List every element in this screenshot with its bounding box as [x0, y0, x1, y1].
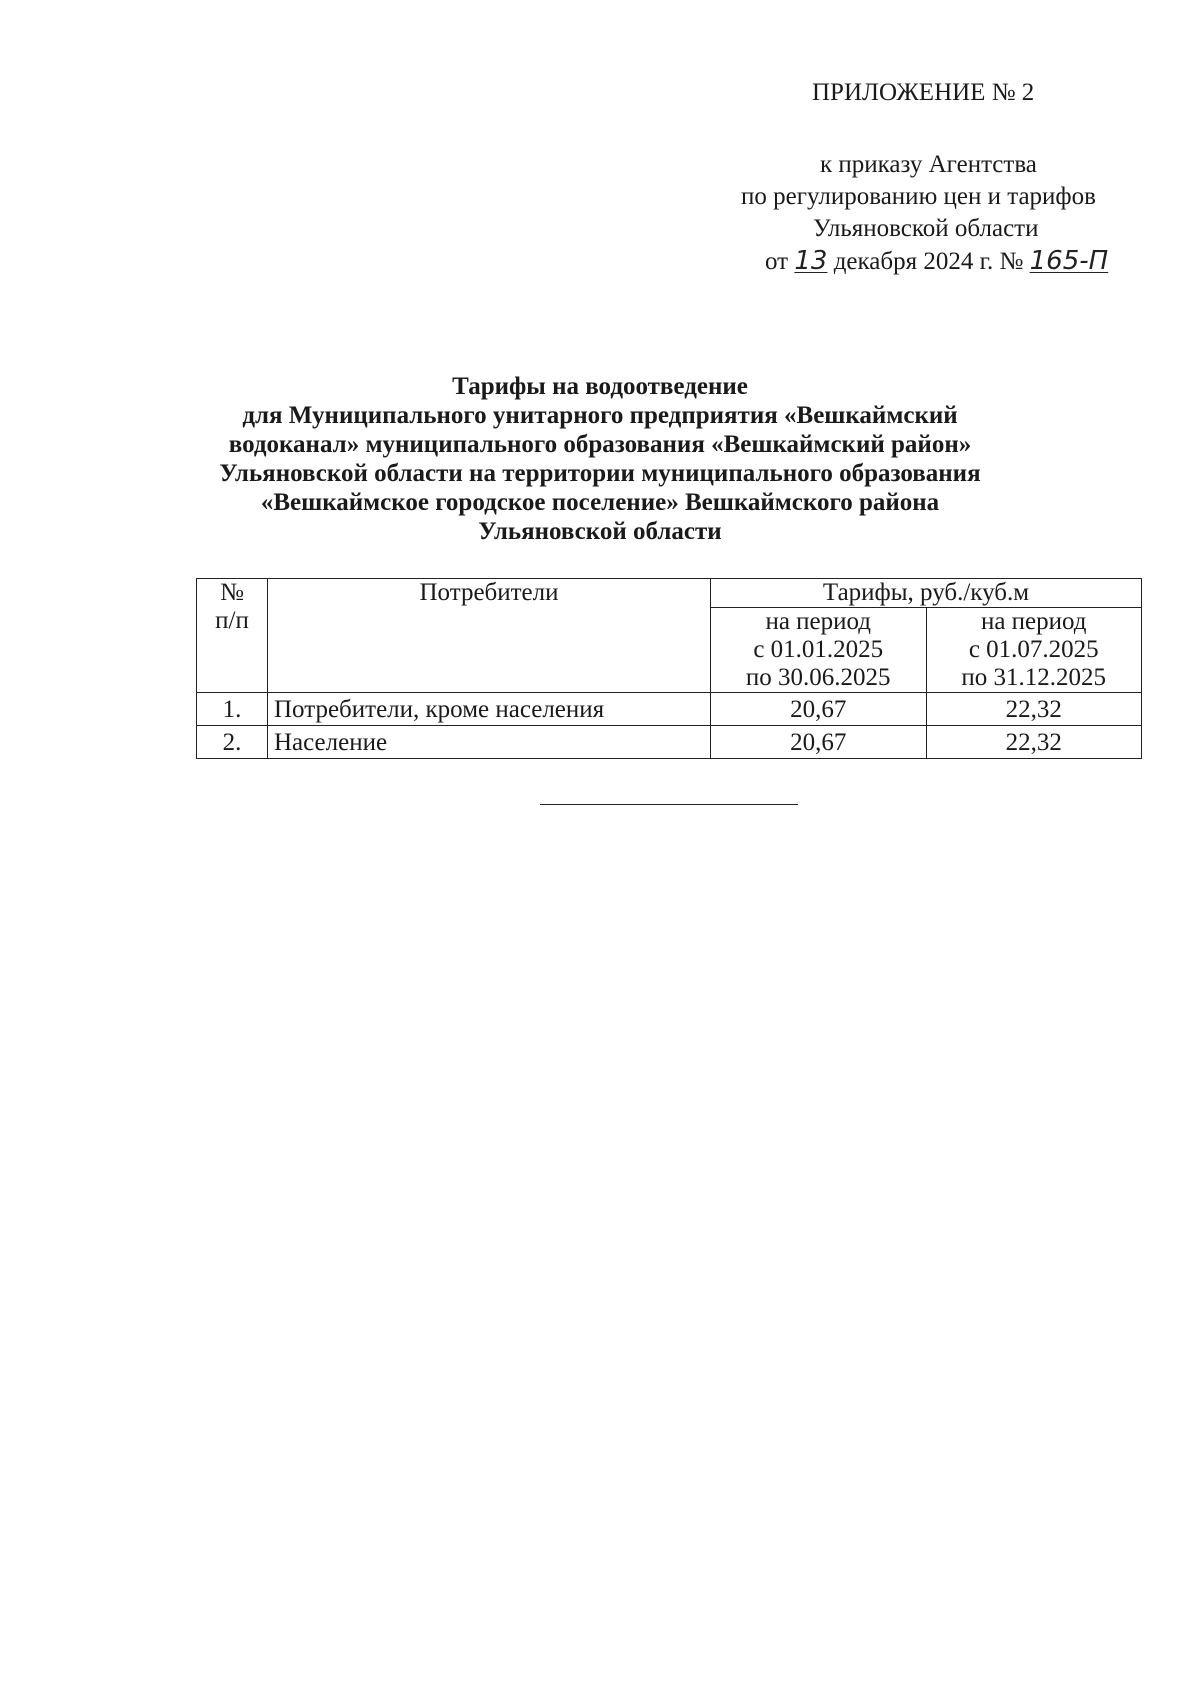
- header-consumers: Потребители: [268, 579, 711, 693]
- period-1-end: по 30.06.2025: [745, 664, 891, 691]
- order-reference-line-1: к приказу Агентства: [820, 151, 1037, 178]
- title-line: Ульяновской области: [478, 518, 722, 545]
- row-tariff-period-1: 20,67: [711, 693, 927, 726]
- appendix-title: ПРИЛОЖЕНИЕ № 2: [812, 79, 1035, 106]
- header-period-2: [926, 608, 1142, 693]
- header-number-symbol: №: [220, 579, 244, 606]
- date-prefix: от: [765, 248, 789, 275]
- order-reference-line-2: по регулированию цен и тарифов: [741, 183, 1096, 210]
- period-2-start: с 01.07.2025: [968, 636, 1099, 663]
- date-rest: декабря 2024 г. №: [833, 248, 1024, 275]
- title-line: водоканал» муниципального образования «Вешкаймский район»: [228, 431, 972, 458]
- row-tariff-period-2: 22,32: [926, 726, 1142, 759]
- title-line: «Вешкаймское городское поселение» Вешкаймского района: [260, 489, 940, 516]
- handwritten-day: 13: [794, 246, 828, 276]
- title-line: для Муниципального унитарного предприятия «Вешкаймский: [242, 402, 958, 429]
- document-title: [150, 372, 1050, 546]
- header-number: [197, 579, 268, 693]
- header-period-1: [711, 608, 927, 693]
- header-number-abbrev: п/п: [215, 607, 249, 634]
- title-line: Тарифы на водоотведение: [452, 373, 748, 400]
- row-tariff-period-2: 22,32: [926, 693, 1142, 726]
- row-number: 1.: [197, 693, 268, 726]
- period-1-label: на период: [765, 608, 872, 635]
- title-line: Ульяновской области на территории муниципального образования: [219, 460, 981, 487]
- table-row: [197, 726, 1142, 759]
- order-reference-line-3: Ульяновской области: [813, 215, 1039, 242]
- header-tariffs: Тарифы, руб./куб.м: [711, 579, 1142, 608]
- table-row: [197, 693, 1142, 726]
- end-divider: [540, 804, 798, 805]
- table-header-row: [197, 579, 1142, 608]
- row-tariff-period-1: 20,67: [711, 726, 927, 759]
- period-2-label: на период: [980, 608, 1087, 635]
- row-consumer: Население: [268, 726, 711, 759]
- period-1-start: с 01.01.2025: [753, 636, 884, 663]
- period-2-end: по 31.12.2025: [961, 664, 1107, 691]
- tariffs-table: [196, 578, 1142, 759]
- order-date-line: [765, 246, 1108, 277]
- row-number: 2.: [197, 726, 268, 759]
- row-consumer: Потребители, кроме населения: [268, 693, 711, 726]
- handwritten-order-number: 165-П: [1029, 246, 1109, 276]
